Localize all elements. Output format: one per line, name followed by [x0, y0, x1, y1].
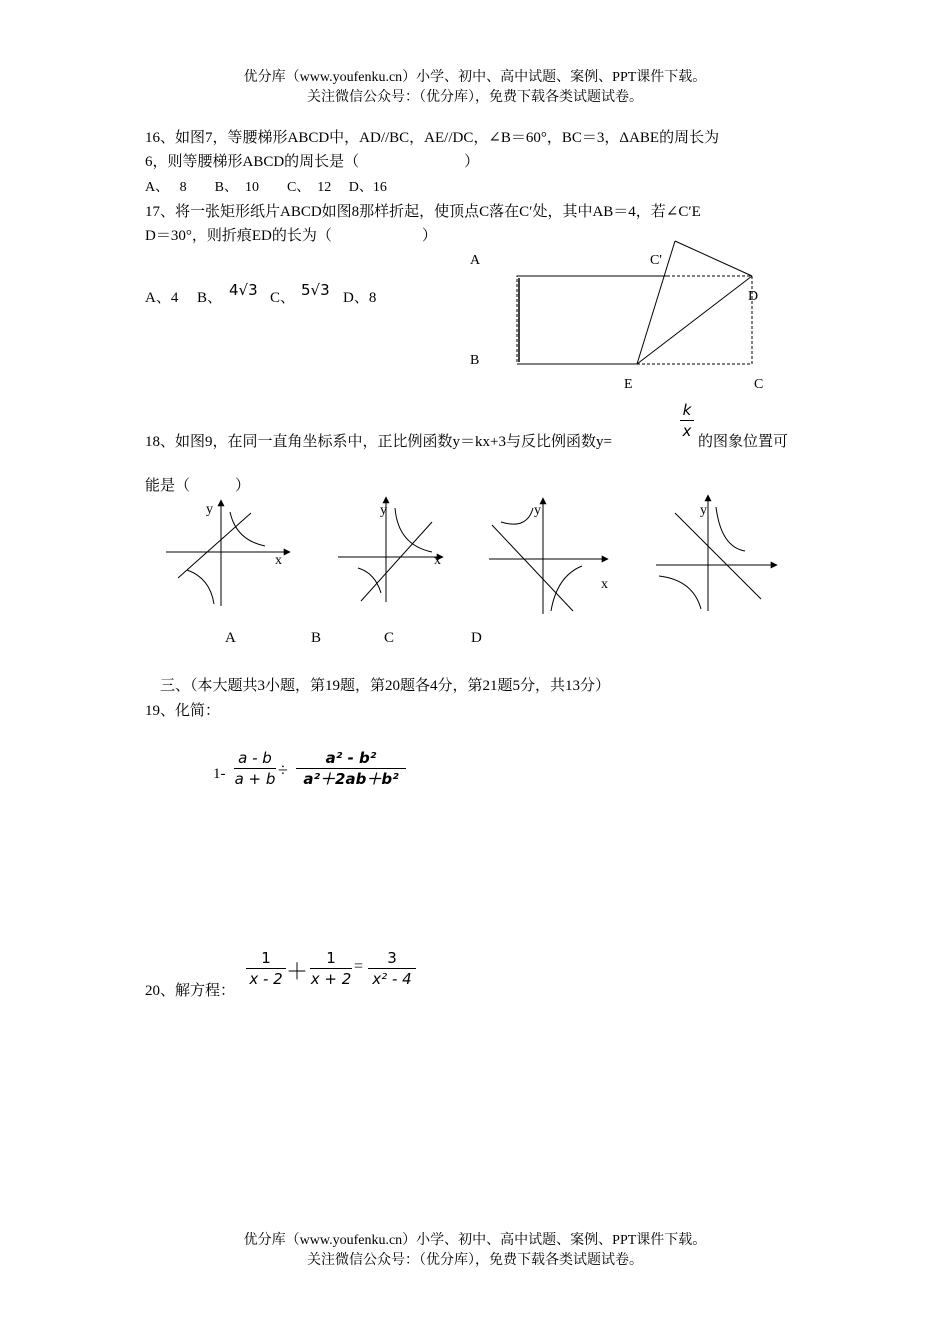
- fig8-label-d: D: [748, 289, 759, 304]
- q20-f1-den: x - 2: [249, 970, 283, 988]
- q17-option-c-value: 5√3: [301, 281, 330, 299]
- q17-option-b-value: 4√3: [229, 281, 258, 299]
- q18-line-2: 能是（ ）: [145, 478, 251, 494]
- graph-d-y-label: y: [700, 503, 707, 518]
- q20-equals-sign: =: [354, 958, 364, 975]
- graph-d-hyperbola-lower: [659, 576, 701, 609]
- q16-line-2: 6，则等腰梯形ABCD的周长是（ ）: [145, 154, 480, 170]
- q19-f1-num: a - b: [238, 749, 272, 767]
- header-line-1: 优分库（www.youfenku.cn）小学、初中、高中试题、案例、PPT课件下载。: [243, 70, 707, 85]
- graph-b-hyperbola-lower: [358, 568, 381, 593]
- q17-option-c-label: C、: [270, 290, 296, 306]
- graph-a-y-label: y: [206, 502, 213, 517]
- graph-c: [489, 498, 608, 614]
- q19-f2-num: a² - b²: [325, 749, 377, 767]
- q20-f2-den: x + 2: [310, 970, 352, 988]
- graph-a-x-label: x: [275, 553, 282, 568]
- q17-line-1: 17、将一张矩形纸片ABCD如图8那样折起，使顶点C落在C′处，其中AB＝4，若∠C′E: [145, 204, 701, 220]
- q18-frac-den: x: [682, 422, 692, 440]
- footer-line-1: 优分库（www.youfenku.cn）小学、初中、高中试题、案例、PPT课件下载。: [243, 1233, 707, 1248]
- q20-fraction-3: [368, 948, 416, 989]
- q20-label: 20、解方程：: [145, 983, 236, 999]
- q17-line-2: D＝30°，则折痕ED的长为（ ）: [145, 228, 437, 244]
- q18-line-1-post: 的图象位置可: [698, 434, 789, 450]
- fig8-label-e: E: [624, 377, 633, 392]
- q19-fraction-1: [234, 748, 276, 789]
- q20-fraction-2: [310, 948, 352, 989]
- q18-frac-num: k: [682, 401, 692, 419]
- graph-a-hyperbola-upper: [230, 512, 265, 546]
- choice-label-a: A: [225, 630, 236, 646]
- graph-c-line: [492, 525, 573, 611]
- graph-b: [338, 497, 443, 602]
- q17-option-d: D、8: [343, 290, 377, 306]
- q17-option-a: A、4: [145, 290, 179, 306]
- q18-line-1-pre: 18、如图9，在同一直角坐标系中，正比例函数y＝kx+3与反比例函数y=: [145, 434, 612, 450]
- q16-options: A、 8 B、 10 C、 12 D、16: [145, 180, 387, 195]
- graph-c-x-label: x: [601, 577, 608, 592]
- q20-plus-sign: ＋: [286, 959, 309, 984]
- fig8-label-cprime: C': [650, 253, 662, 268]
- graph-b-x-label: x: [434, 553, 441, 568]
- q19-f2-den: a²＋2ab＋b²: [303, 770, 399, 788]
- q19-divide-sign: ÷: [278, 760, 288, 780]
- graph-d: [656, 495, 777, 611]
- graph-c-y-label: y: [534, 503, 541, 518]
- q17-option-b-label: B、: [197, 290, 223, 306]
- fig8-label-c: C: [754, 377, 764, 392]
- q20-fraction-1: [246, 948, 286, 989]
- choice-label-b: B: [311, 630, 322, 646]
- q16-line-1: 16、如图7，等腰梯形ABCD中，AD//BC，AE//DC，∠B＝60°，BC＝3，ΔABE的周长为: [145, 130, 720, 146]
- q19-lead: 1-: [213, 766, 226, 782]
- q19-fraction-2: [296, 748, 406, 789]
- graph-b-hyperbola-upper: [395, 508, 432, 552]
- graph-b-y-label: y: [380, 503, 387, 518]
- section-3-title: 三、（本大题共3小题，第19题，第20题各4分，第21题5分，共13分）: [160, 678, 611, 694]
- fig8-label-b: B: [470, 353, 480, 368]
- graph-b-line: [361, 522, 432, 601]
- q20-f1-num: 1: [261, 949, 271, 967]
- q20-f3-num: 3: [387, 949, 397, 967]
- choice-label-d: D: [471, 630, 482, 646]
- footer-line-2: 关注微信公众号：（优分库），免费下载各类试题试卷。: [307, 1253, 643, 1268]
- q19-f1-den: a + b: [234, 770, 276, 788]
- q20-f3-den: x² - 4: [372, 970, 412, 988]
- graph-a: [166, 500, 290, 606]
- graph-a-hyperbola-lower: [187, 570, 214, 604]
- graph-d-hyperbola-upper: [716, 507, 745, 551]
- graph-c-hyperbola-upper-left: [501, 508, 533, 524]
- graph-a-line: [178, 513, 251, 578]
- header-line-2: 关注微信公众号：（优分库），免费下载各类试题试卷。: [307, 90, 643, 105]
- q20-f2-num: 1: [326, 949, 336, 967]
- fig8-label-a: A: [470, 253, 481, 268]
- q19-label: 19、化简：: [145, 703, 221, 719]
- graph-d-line: [675, 513, 761, 599]
- choice-label-c: C: [384, 630, 395, 646]
